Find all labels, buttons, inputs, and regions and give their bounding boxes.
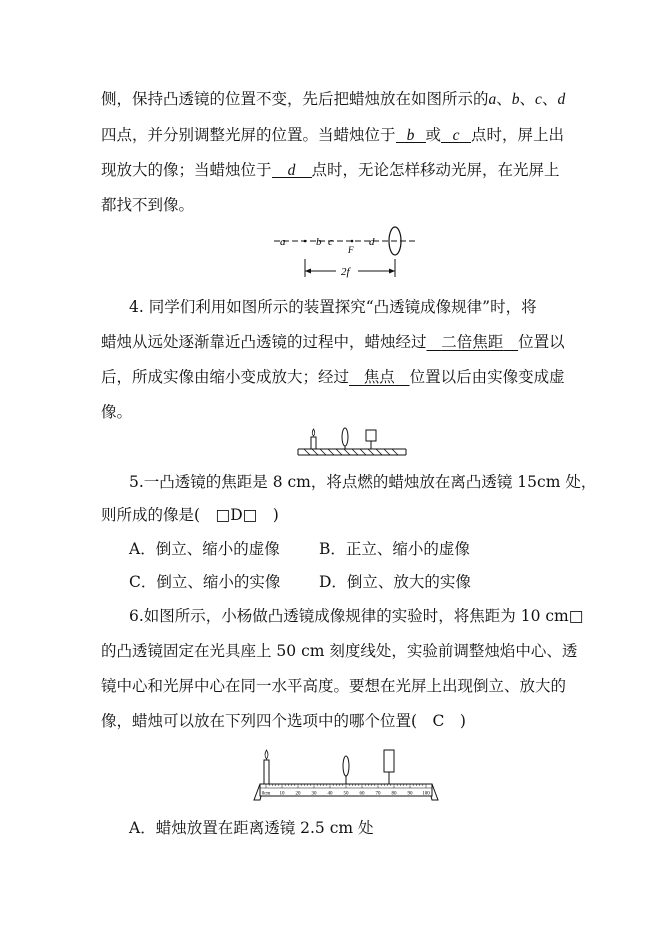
- q4-line-1: 4. 同学们利用如图所示的装置探究“凸透镜成像规律”时，将: [129, 298, 537, 316]
- fig-label-a: a: [280, 236, 286, 248]
- q3-line-4: 都找不到像。: [101, 196, 195, 214]
- scale-label: 90: [407, 791, 413, 797]
- q5-line-1: 5.一凸透镜的焦距是 8 cm，将点燃的蜡烛放在离凸透镜 15cm 处，: [129, 473, 597, 491]
- answer-blank-1: b: [396, 126, 426, 143]
- point-c: c: [535, 91, 542, 108]
- q4-line-3: 后，所成实像由缩小变成放大；经过 焦点 位置以后由实像变成虚: [101, 368, 565, 386]
- scale-label: 100: [422, 791, 430, 797]
- q6-line-3: 镜中心和光屏中心在同一水平高度。要想在光屏上出现倒立、放大的: [101, 677, 567, 695]
- point-a: a: [488, 91, 497, 108]
- scale-label: 60: [359, 791, 365, 797]
- answer-double-focal: 二倍焦距: [441, 333, 504, 351]
- q6-line-4: 像，蜡烛可以放在下列四个选项中的哪个位置( C ): [101, 712, 466, 730]
- scale-label: 0cm: [261, 791, 271, 797]
- q5-line-2: 则所成的像是( □D□ ): [101, 506, 279, 524]
- q4-line-2: 蜡烛从远处逐渐靠近凸透镜的过程中，蜡烛经过 二倍焦距 位置以: [101, 333, 565, 351]
- candle-icon: [311, 429, 316, 449]
- scale-label: 70: [375, 791, 381, 797]
- screen-icon: [384, 750, 394, 784]
- lens-icon: [342, 428, 348, 449]
- q5-option-a: A．倒立、缩小的虚像: [129, 540, 280, 558]
- scale-label: 80: [391, 791, 397, 797]
- q6-option-a: A．蜡烛放置在距离透镜 2.5 cm 处: [129, 819, 374, 837]
- point-d: d: [557, 91, 566, 108]
- answer-blank-3: d: [272, 161, 312, 178]
- answer-blank-2: c: [441, 126, 471, 143]
- q4-line-4: 像。: [101, 403, 133, 421]
- lens-icon: [343, 756, 349, 784]
- q3-line-3: 现放大的像；当蜡烛位于 d 点时，无论怎样移动光屏，在光屏上: [101, 161, 560, 179]
- answer-focal-point: 焦点: [363, 368, 395, 386]
- optical-bench-figure: [250, 746, 442, 804]
- q3-line-2: 四点，并分别调整光屏的位置。当蜡烛位于 b 或 c 点时，屏上出: [101, 126, 565, 144]
- fig-label-2f: 2f: [341, 266, 350, 278]
- q6-line-1: 6.如图所示，小杨做凸透镜成像规律的实验时，将焦距为 10 cm□: [129, 607, 584, 625]
- candle-icon: [264, 750, 269, 784]
- fig-label-F: F: [348, 245, 354, 255]
- lens-points-figure: [272, 225, 422, 280]
- fig-dot: [304, 240, 307, 243]
- q3-line-1: 侧，保持凸透镜的位置不变，先后把蜡烛放在如图所示的a、b、c、d: [101, 90, 566, 108]
- q6-line-2: 的凸透镜固定在光具座上 50 cm 刻度线处，实验前调整烛焰中心、透: [101, 642, 578, 660]
- q5-option-d: D．倒立、放大的实像: [319, 573, 471, 591]
- fig-label-c: c: [328, 236, 333, 248]
- q5-option-c: C．倒立、缩小的实像: [129, 573, 281, 591]
- q5-option-b: B．正立、缩小的虚像: [319, 540, 470, 558]
- scale-label: 50: [343, 791, 349, 797]
- fig-focal-dot: [351, 240, 354, 243]
- screen-icon: [366, 430, 376, 449]
- scale-label: 20: [295, 791, 301, 797]
- point-b: b: [511, 91, 520, 108]
- scale-label: 30: [311, 791, 317, 797]
- scale-label: 10: [279, 791, 285, 797]
- fig-label-d: d: [369, 236, 375, 248]
- scale-label: 40: [327, 791, 333, 797]
- fig-label-b: b: [316, 236, 322, 248]
- optics-setup-figure: [296, 424, 408, 458]
